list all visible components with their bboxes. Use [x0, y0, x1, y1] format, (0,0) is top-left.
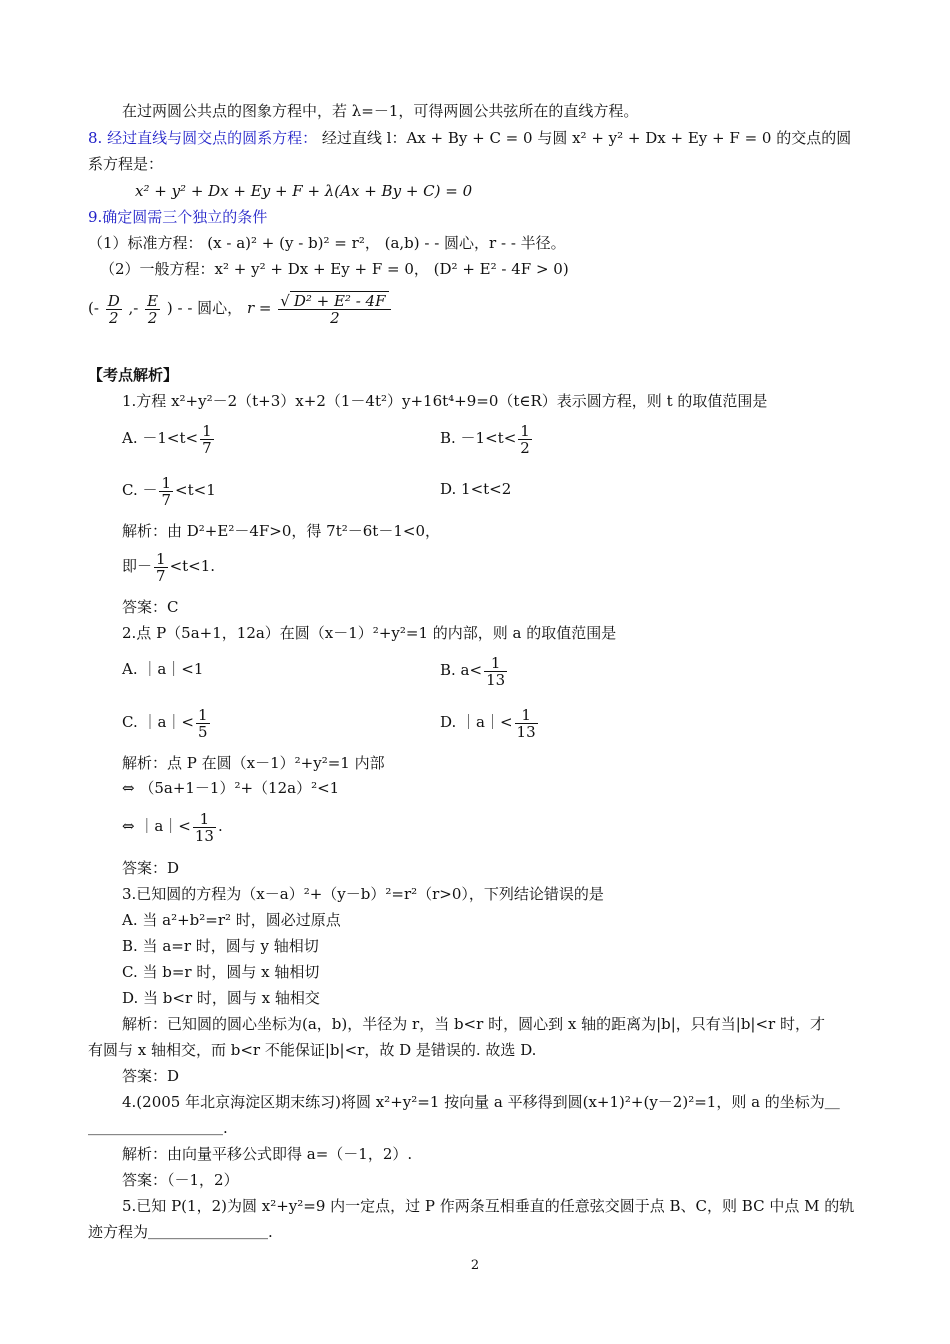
section-8-title: 8. 经过直线与圆交点的圆系方程： [88, 129, 318, 147]
frac-num: E [147, 291, 159, 310]
q1-solution-1: 解析：由 D²+E²－4F>0，得 7t²－6t－1<0， [122, 522, 440, 540]
frac-den: 7 [202, 438, 212, 457]
option-text: C. ｜a｜< [122, 713, 194, 731]
q4-solution: 解析：由向量平移公式即得 a=（－1，2）. [122, 1145, 413, 1163]
solution-text: . [217, 817, 223, 835]
solution-text: ⇔ ｜a｜< [122, 817, 191, 835]
q2-option-d [440, 704, 540, 740]
option-text: C. － [122, 481, 158, 499]
radius-label: r = [246, 299, 272, 317]
option-text: A. －1<t< [122, 429, 199, 447]
frac-num: D [107, 291, 120, 310]
q2-solution-1: 解析：点 P 在圆（x－1）²+y²=1 内部 [122, 754, 385, 772]
frac-num: 1 [515, 707, 538, 724]
fraction-e-over-2 [145, 293, 160, 326]
frac-num: 1 [198, 705, 208, 724]
center-radius-formula [88, 290, 393, 326]
frac-num: 1 [156, 549, 166, 568]
radius-fraction [278, 293, 391, 326]
q1-answer: 答案：C [122, 598, 179, 616]
q1-stem: 1.方程 x²+y²－2（t+3）x+2（1－4t²）y+16t⁴+9=0（t∈R）表示圆方程，则 t 的取值范围是 [122, 392, 768, 410]
q3-option-b: B. 当 a=r 时，圆与 y 轴相切 [122, 937, 319, 955]
q3-stem: 3.已知圆的方程为（x－a）²+（y－b）²=r²（r>0），下列结论错误的是 [122, 885, 604, 903]
q5-stem-1: 5.已知 P(1，2)为圆 x²+y²=9 内一定点，过 P 作两条互相垂直的任意弦交圆于点 B、C，则 BC 中点 M 的轨 [122, 1197, 855, 1215]
q2-option-b [440, 652, 509, 688]
general-equation: （2）一般方程：x² + y² + Dx + Ey + F = 0， (D² + E² - 4F > 0) [100, 260, 569, 278]
frac-den: 13 [194, 826, 214, 845]
section-title: 【考点解析】 [88, 366, 179, 384]
fraction [518, 423, 532, 456]
q3-answer: 答案：D [122, 1067, 180, 1085]
q3-solution-1: 解析：已知圆的圆心坐标为(a，b)，半径为 r，当 b<r 时，圆心到 x 轴的距离为|b|，只有当|b|<r 时，才 [122, 1015, 825, 1033]
frac-den: 13 [516, 722, 536, 741]
fraction [484, 655, 507, 688]
frac-den: 7 [156, 566, 166, 585]
radius-sqrt: √ D² + E² - 4F [278, 293, 391, 310]
q2-solution-3 [122, 808, 223, 844]
frac-den: 2 [520, 438, 530, 457]
sqrt-content: D² + E² - 4F [290, 291, 390, 310]
frac-num: 1 [520, 421, 530, 440]
q4-stem-1: 4.(2005 年北京海淀区期末练习)将圆 x²+y²=1 按向量 a 平移得到圆(x+1)²+(y－2)²=1，则 a 的坐标为＿ [122, 1093, 840, 1111]
q3-option-a: A. 当 a²+b²=r² 时，圆必过原点 [122, 911, 341, 929]
section-8 [88, 127, 851, 149]
option-text: <t<1 [175, 481, 216, 499]
frac-num: 1 [193, 811, 216, 828]
q1-option-d: D. 1<t<2 [440, 480, 512, 498]
fraction [200, 423, 214, 456]
q1-solution-2 [122, 548, 215, 584]
frac-den: 5 [198, 722, 208, 741]
q3-option-c: C. 当 b=r 时，圆与 x 轴相切 [122, 963, 320, 981]
fraction [196, 707, 210, 740]
q1-option-c [122, 472, 216, 508]
frac-den: 2 [330, 308, 340, 327]
solution-text: 即－ [122, 557, 153, 575]
q3-solution-2: 有圆与 x 轴相交，而 b<r 不能保证|b|<r，故 D 是错误的. 故选 D. [88, 1041, 537, 1059]
frac-num: 1 [484, 655, 507, 672]
center-label: ) - - 圆心， [166, 299, 243, 317]
frac-den: 2 [108, 308, 119, 327]
q2-solution-2: ⇔ （5a+1－1）²+（12a）²<1 [122, 779, 340, 797]
fraction [193, 811, 216, 844]
q2-answer: 答案：D [122, 859, 180, 877]
q2-option-c [122, 704, 212, 740]
q5-stem-2: 迹方程为＿＿＿＿＿＿＿＿. [88, 1223, 273, 1241]
section-9-title: 9.确定圆需三个独立的条件 [88, 208, 268, 226]
q1-option-b [440, 420, 534, 456]
fraction [154, 551, 168, 584]
q3-option-d: D. 当 b<r 时，圆与 x 轴相交 [122, 989, 320, 1007]
page-number: 2 [470, 1258, 480, 1273]
q1-option-a [122, 420, 216, 456]
frac-den: 7 [161, 490, 172, 509]
q2-stem: 2.点 P（5a+1，12a）在圆（x－1）²+y²=1 的内部，则 a 的取值范围是 [122, 624, 617, 642]
option-text: D. ｜a｜< [440, 713, 513, 731]
q4-answer: 答案：（－1，2） [122, 1171, 239, 1189]
fraction-d-over-2 [106, 293, 122, 326]
frac-num: 1 [202, 421, 212, 440]
frac-num: 1 [161, 473, 172, 492]
center-open: (- [88, 299, 99, 317]
circle-system-formula: x² + y² + Dx + Ey + F + λ(Ax + By + C) = 0 [135, 182, 473, 200]
q2-option-a: A. ｜a｜<1 [122, 660, 204, 678]
standard-equation: （1）标准方程： (x - a)² + (y - b)² = r²， (a,b) - - 圆心，r - - 半径。 [88, 234, 566, 252]
center-comma: ,- [128, 299, 139, 317]
fraction [159, 475, 173, 508]
q4-stem-2: ＿＿＿＿＿＿＿＿＿. [88, 1119, 228, 1137]
frac-den: 2 [147, 308, 158, 327]
section-8-text: 经过直线 l：Ax + By + C = 0 与圆 x² + y² + Dx + Ey + F = 0 的交点的圆 [321, 129, 852, 147]
option-text: B. －1<t< [440, 429, 517, 447]
frac-den: 13 [486, 670, 506, 689]
solution-text: <t<1. [169, 557, 216, 575]
section-8-continued: 系方程是： [88, 155, 164, 173]
fraction [515, 707, 538, 740]
intro-line: 在过两圆公共点的图象方程中，若 λ=－1，可得两圆公共弦所在的直线方程。 [122, 102, 639, 120]
option-text: B. a< [440, 661, 483, 679]
